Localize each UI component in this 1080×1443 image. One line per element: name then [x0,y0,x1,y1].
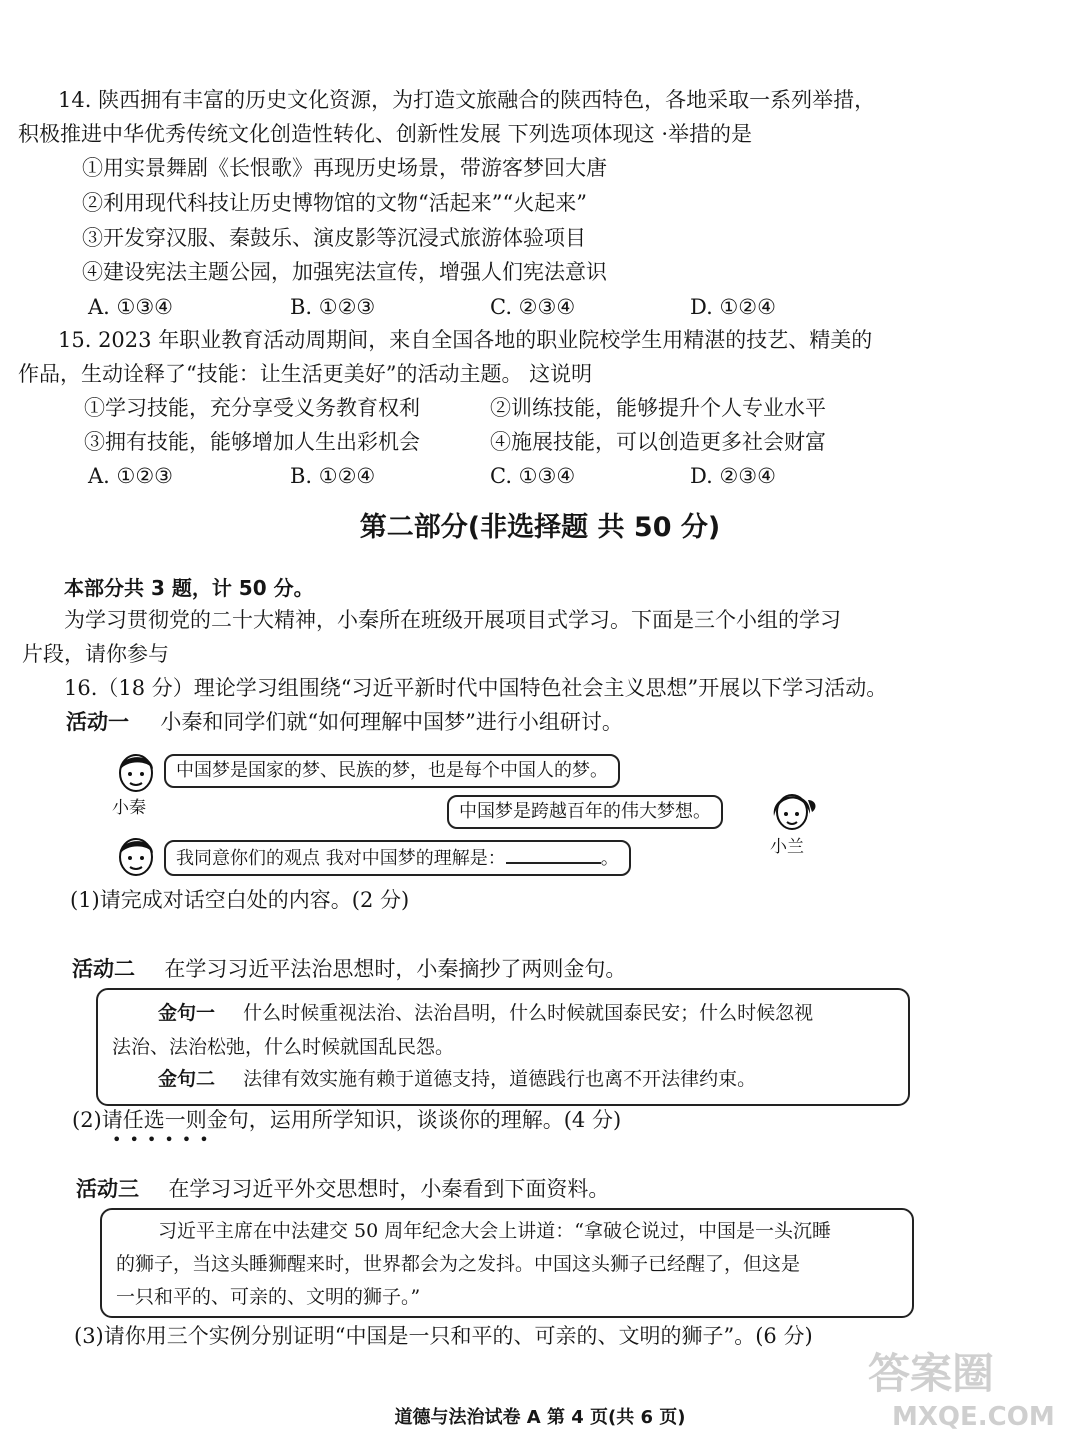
activity3-label: 活动三 [76,1177,139,1201]
part2-intro-line1: 为学习贯彻党的二十大精神，小秦所在班级开展项目式学习。下面是三个小组的学习 [64,608,841,632]
quote1-line1 [158,1000,813,1026]
part2-intro-bold: 本部分共 3 题，计 50 分。 [64,576,314,600]
q15-stem-line1: 15. 2023 年职业教育活动周期间，来自全国各地的职业院校学生用精湛的技艺、精美的 [58,328,873,352]
xiaoqin-name: 小秦 [112,798,146,818]
emphasis-dots: •••••• [112,1130,217,1149]
q14-item-2: ②利用现代科技让历史博物馆的文物“活起来”“火起来” [82,191,587,215]
activity3-row [76,1175,609,1203]
answer-blank[interactable] [506,844,601,864]
q14-stem-line2: 积极推进中华优秀传统文化创造性转化、创新性发展 下列选项体现这 ·举措的是 [18,122,753,146]
q14-stem-line1: 14. 陕西拥有丰富的历史文化资源，为打造文旅融合的陕西特色，各地采取一系列举措， [58,88,876,112]
activity2-row [72,955,626,983]
q14-option-d: D. ①②④ [690,295,776,319]
q14-item-1: ①用实景舞剧《长恨歌》再现历史场景，带游客梦回大唐 [82,156,607,180]
student-face-icon [112,834,162,878]
q14-option-b: B. ①②③ [290,295,376,319]
q15-item-3: ③拥有技能，能够增加人生出彩机会 [84,430,420,454]
activity1-row [66,708,623,736]
quote2-label: 金句二 [158,1068,216,1090]
activity2-text: 在学习习近平法治思想时，小秦摘抄了两则金句。 [164,957,627,981]
q15-option-b: B. ①②④ [290,464,376,488]
watermark-logo [862,1349,1072,1439]
material-line2: 的狮子，当这头睡狮醒来时，世界都会为之发抖。中国这头狮子已经醒了，但这是 [116,1253,801,1275]
quote1-text1: 什么时候重视法治、法治昌明，什么时候就国泰民安；什么时候忽视 [243,1002,814,1024]
activity1-label: 活动一 [66,710,129,734]
part2-intro-line2: 片段，请你参与 [22,642,169,666]
q16-question-1: (1)请完成对话空白处的内容。(2 分) [70,888,410,912]
material-line3: 一只和平的、可亲的、文明的狮子。” [116,1286,421,1308]
xiaoqin-face-icon [112,750,162,794]
q15-stem-line2: 作品，生动诠释了“技能：让生活更美好”的活动主题。 这说明 [18,362,593,386]
bubble-xiaolan-text: 中国梦是跨越百年的伟大梦想。 [459,801,711,822]
activity2-label: 活动二 [72,957,135,981]
q16-question-2: (2)请任选一则金句，运用所学知识，谈谈你的理解。(4 分) [72,1108,622,1132]
quote2-line [158,1066,756,1092]
q14-item-4: ④建设宪法主题公园，加强宪法宣传，增强人们宪法意识 [82,260,607,284]
bubble-xiaolan [447,795,723,829]
bubble-student [164,840,631,876]
q15-option-d: D. ②③④ [690,464,776,488]
quote1-label: 金句一 [158,1002,216,1024]
quote1-text2: 法治、法治松弛，什么时候就国乱民怨。 [112,1036,455,1058]
page-footer: 道德与法治试卷 A 第 4 页(共 6 页) [394,1407,686,1428]
part2-title: 第二部分(非选择题 共 50 分) [359,512,721,543]
bubble-xiaoqin [164,754,620,788]
q14-item-3: ③开发穿汉服、秦鼓乐、演皮影等沉浸式旅游体验项目 [82,226,586,250]
q15-option-a: A. ①②③ [88,464,173,488]
watermark-text2: MXQE.COM [892,1402,1055,1432]
q14-option-c: C. ②③④ [490,295,576,319]
xiaolan-name: 小兰 [770,837,804,857]
material-line1: 习近平主席在中法建交 50 周年纪念大会上讲道：“拿破仑说过，中国是一头沉睡 [158,1220,831,1242]
bubble-xiaoqin-text: 中国梦是国家的梦、民族的梦，也是每个中国人的梦。 [176,760,608,781]
quote2-text: 法律有效实施有赖于道德支持，道德践行也离不开法律约束。 [243,1068,757,1090]
activity1-text: 小秦和同学们就“如何理解中国梦”进行小组研讨。 [160,710,623,734]
q15-option-c: C. ①③④ [490,464,576,488]
q15-item-2: ②训练技能，能够提升个人专业水平 [490,396,826,420]
q16-stem: 16.（18 分）理论学习组围绕“习近平新时代中国特色社会主义思想”开展以下学习活动。 [64,676,888,700]
activity3-text: 在学习习近平外交思想时，小秦看到下面资料。 [168,1177,610,1201]
q14-option-a: A. ①③④ [88,295,173,319]
q16-question-3: (3)请你用三个实例分别证明“中国是一只和平的、可亲的、文明的狮子”。(6 分) [74,1324,813,1348]
bubble-student-text: 我同意你们的观点 我对中国梦的理解是： [176,848,506,869]
q15-item-4: ④施展技能，可以创造更多社会财富 [490,430,826,454]
watermark-text1: 答案圈 [868,1349,995,1398]
xiaolan-face-icon [764,786,820,836]
bubble-student-end: 。 [600,848,619,869]
q15-item-1: ①学习技能，充分享受义务教育权利 [84,396,420,420]
